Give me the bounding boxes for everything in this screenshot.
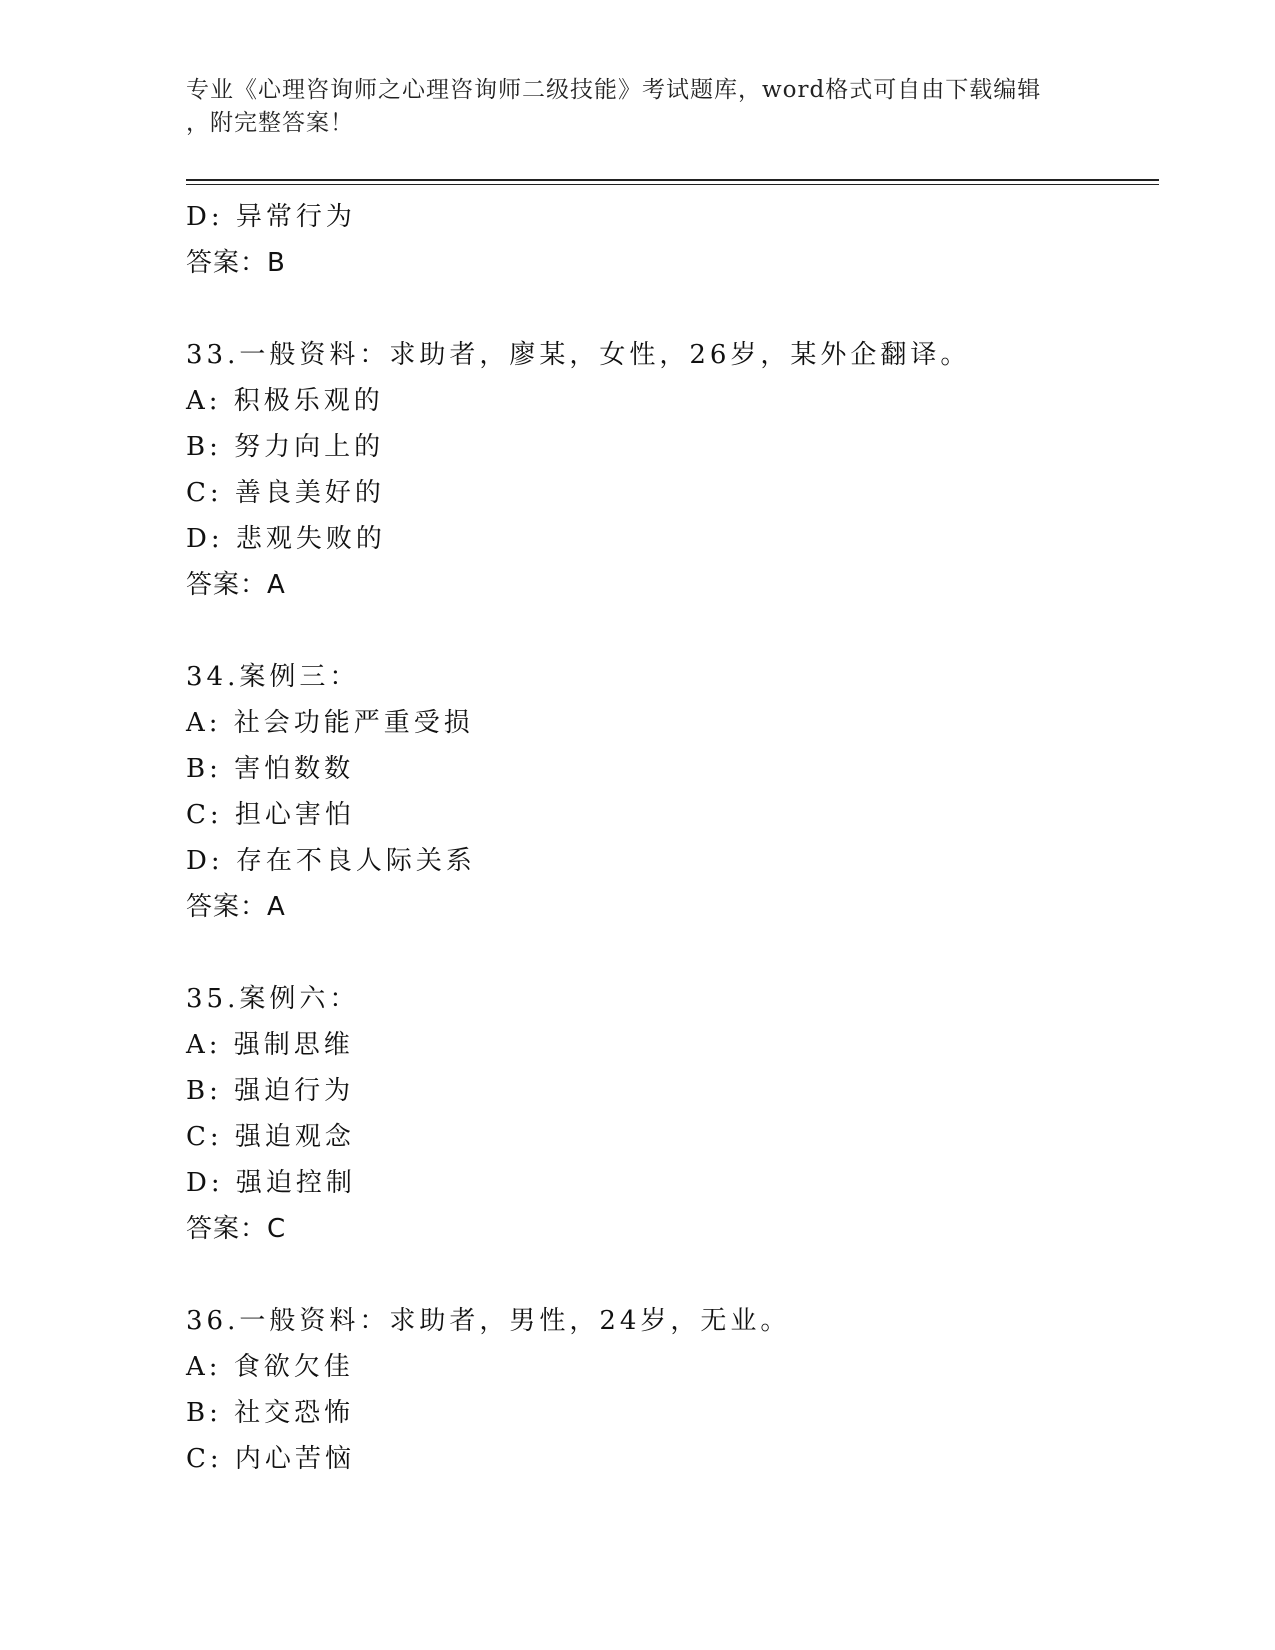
option-c: C: 内心苦恼 [186, 1444, 355, 1474]
option-a: A: 积极乐观的 [186, 386, 384, 416]
question-stem: 34.案例三： [186, 662, 360, 692]
spacer [186, 286, 1166, 332]
answer-line: 答案：B [186, 248, 286, 278]
header-rule-thick [186, 179, 1159, 181]
spacer [186, 608, 1166, 654]
question-33 [186, 332, 1166, 608]
option-d: D: 悲观失败的 [186, 524, 386, 554]
question-34 [186, 654, 1166, 930]
question-stem: 36.一般资料：求助者，男性，24岁，无业。 [186, 1306, 791, 1336]
answer-line: 答案：C [186, 1214, 287, 1244]
option-b: B: 社交恐怖 [186, 1398, 355, 1428]
option-c: C: 担心害怕 [186, 800, 355, 830]
header-line-1: 专业《心理咨询师之心理咨询师二级技能》考试题库，word格式可自由下载编辑 [186, 77, 1042, 103]
option-d: D: 异常行为 [186, 202, 356, 232]
question-36 [186, 1298, 1166, 1482]
option-b: B: 努力向上的 [186, 432, 385, 462]
header-line-2: ，附完整答案！ [186, 110, 354, 136]
document-header [186, 74, 1086, 140]
question-list [186, 194, 1166, 1482]
option-a: A: 强制思维 [186, 1030, 354, 1060]
spacer [186, 930, 1166, 976]
header-rule-thin [186, 184, 1159, 185]
question-35 [186, 976, 1166, 1252]
answer-line: 答案：A [186, 570, 286, 600]
spacer [186, 1252, 1166, 1298]
option-a: A: 社会功能严重受损 [186, 708, 474, 738]
option-d: D: 存在不良人际关系 [186, 846, 476, 876]
option-c: C: 善良美好的 [186, 478, 385, 508]
option-d: D: 强迫控制 [186, 1168, 356, 1198]
option-c: C: 强迫观念 [186, 1122, 355, 1152]
option-b: B: 强迫行为 [186, 1076, 355, 1106]
question-stem: 33.一般资料：求助者，廖某，女性，26岁，某外企翻译。 [186, 340, 971, 370]
answer-line: 答案：A [186, 892, 286, 922]
option-b: B: 害怕数数 [186, 754, 355, 784]
question-stem: 35.案例六： [186, 984, 360, 1014]
option-a: A: 食欲欠佳 [186, 1352, 354, 1382]
